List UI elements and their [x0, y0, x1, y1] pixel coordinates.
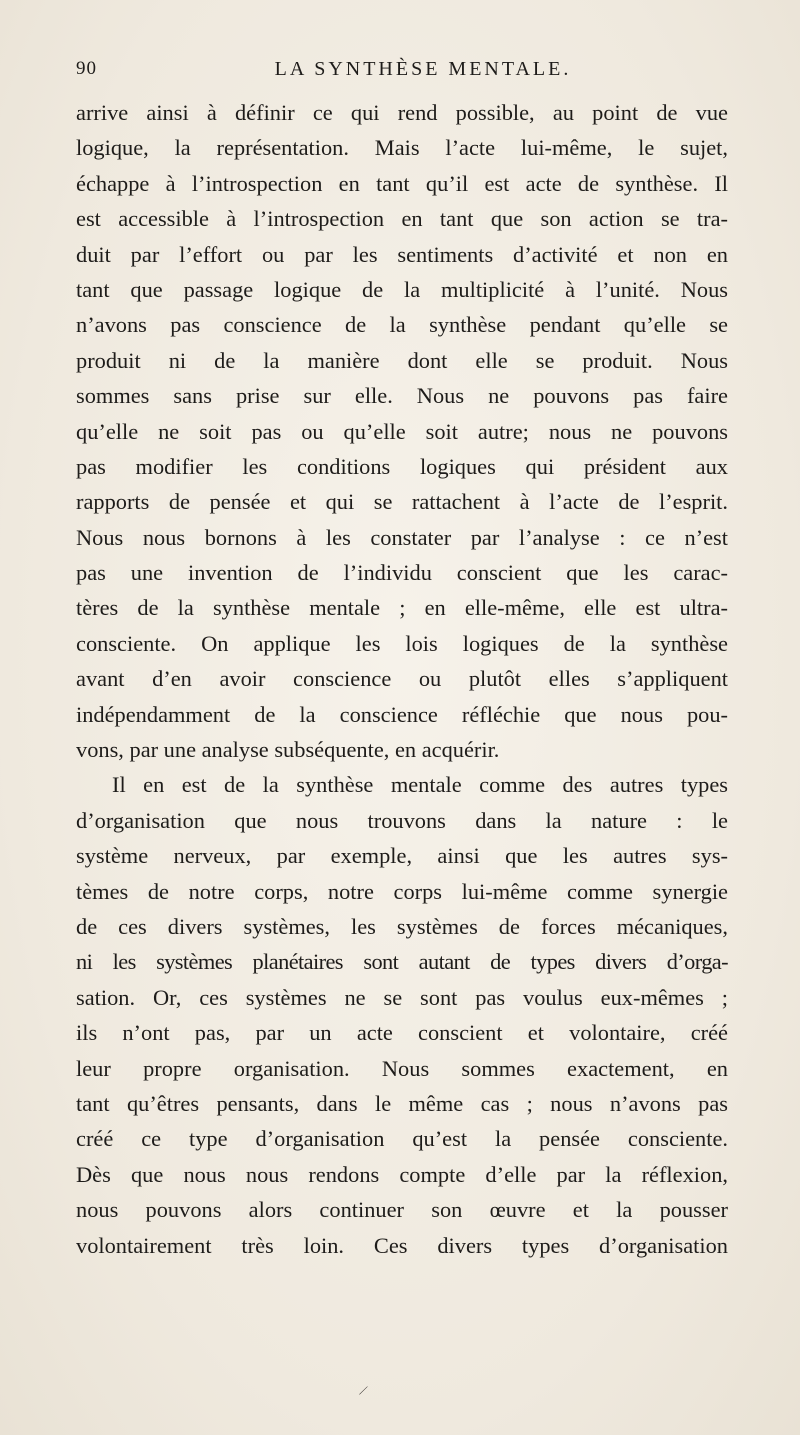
- text-line: sommes sans prise sur elle. Nous ne pouvons pas faire: [76, 383, 728, 409]
- text-line: logique, la représentation. Mais l’acte lui-même, le sujet,: [76, 135, 728, 161]
- text-line: pas modifier les conditions logiques qui président aux: [76, 453, 728, 479]
- text-line: qu’elle ne soit pas ou qu’elle soit autre; nous ne pouvons: [76, 418, 728, 444]
- text-line: arrive ainsi à définir ce qui rend possible, au point de vue: [76, 100, 728, 125]
- text-line: produit ni de la manière dont elle se produit. Nous: [76, 347, 728, 373]
- text-line-paragraph-start: Il en est de la synthèse mentale comme des autres types: [112, 772, 728, 798]
- text-line: est accessible à l’introspection en tant que son action se tra-: [76, 206, 728, 232]
- body-text: [76, 95, 728, 1263]
- text-line: créé ce type d’organisation qu’est la pensée consciente.: [76, 1126, 728, 1152]
- text-line: rapports de pensée et qui se rattachent à l’acte de l’esprit.: [76, 489, 728, 515]
- text-line: Dès que nous nous rendons compte d’elle par la réflexion,: [76, 1161, 728, 1187]
- page-number: 90: [76, 58, 97, 79]
- text-line: tères de la synthèse mentale ; en elle-même, elle est ultra-: [76, 595, 728, 621]
- text-line: volontairement très loin. Ces divers types d’organisation: [76, 1232, 728, 1258]
- running-title: LA SYNTHÈSE MENTALE.: [274, 58, 572, 80]
- text-line-paragraph-end: vons, par une analyse subséquente, en acquérir.: [76, 737, 500, 763]
- text-line: système nerveux, par exemple, ainsi que les autres sys-: [76, 843, 728, 869]
- text-line: consciente. On applique les lois logiques de la synthèse: [76, 630, 728, 656]
- text-line: avant d’en avoir conscience ou plutôt elles s’appliquent: [76, 666, 728, 692]
- text-line: ni les systèmes planétaires sont autant de types divers d’orga-: [76, 949, 728, 975]
- text-line: sation. Or, ces systèmes ne se sont pas voulus eux-mêmes ;: [76, 984, 728, 1010]
- text-line: tèmes de notre corps, notre corps lui-même comme synergie: [76, 878, 728, 904]
- text-line: nous pouvons alors continuer son œuvre et la pousser: [76, 1197, 728, 1223]
- text-line: n’avons pas conscience de la synthèse pendant qu’elle se: [76, 312, 728, 338]
- footer-mark: ⁄: [360, 1383, 366, 1400]
- text-line: tant que passage logique de la multiplicité à l’unité. Nous: [76, 276, 728, 302]
- text-line: pas une invention de l’individu conscient que les carac-: [76, 560, 728, 586]
- text-line: duit par l’effort ou par les sentiments d’activité et non en: [76, 241, 728, 267]
- text-line: d’organisation que nous trouvons dans la nature : le: [76, 807, 728, 833]
- text-line: Nous nous bornons à les constater par l’analyse : ce n’est: [76, 524, 728, 550]
- text-line: tant qu’êtres pensants, dans le même cas ; nous n’avons pas: [76, 1090, 728, 1116]
- page-header: [76, 45, 736, 85]
- text-line: indépendamment de la conscience réfléchie que nous pou-: [76, 701, 728, 727]
- text-line: ils n’ont pas, par un acte conscient et volontaire, créé: [76, 1020, 728, 1046]
- text-line: de ces divers systèmes, les systèmes de forces mécaniques,: [76, 913, 728, 939]
- text-line: leur propre organisation. Nous sommes exactement, en: [76, 1055, 728, 1081]
- text-line: échappe à l’introspection en tant qu’il est acte de synthèse. Il: [76, 170, 728, 196]
